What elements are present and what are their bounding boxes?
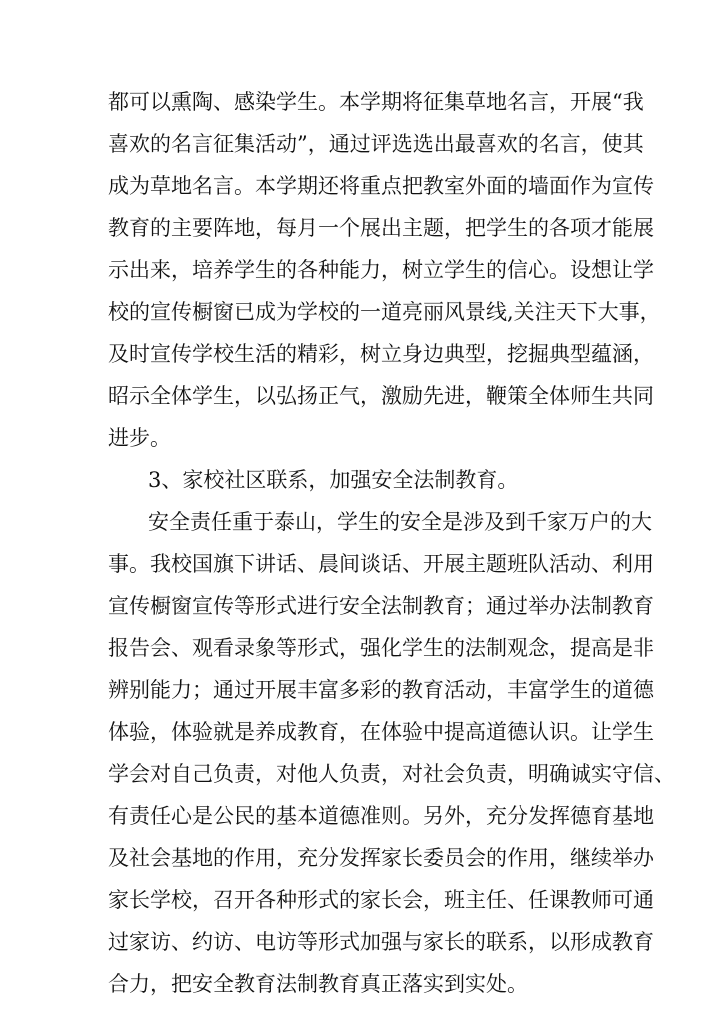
text-line: 体验，体验就是养成教育，在体验中提高道德认识。让学生 bbox=[108, 720, 654, 744]
text-line: 喜欢的名言征集活动”，通过评选选出最喜欢的名言，使其 bbox=[108, 132, 644, 156]
text-line: 事。我校国旗下讲话、晨间谈话、开展主题班队活动、利用 bbox=[108, 552, 654, 576]
text-line: 学会对自己负责，对他人负责，对社会负责，明确诚实守信、 bbox=[108, 762, 675, 786]
text-line: 示出来，培养学生的各种能力，树立学生的信心。设想让学 bbox=[108, 258, 654, 282]
text-line: 过家访、约访、电访等形式加强与家长的联系，以形成教育 bbox=[108, 930, 654, 954]
text-line: 进步。 bbox=[108, 426, 171, 450]
text-line: 安全责任重于泰山，学生的安全是涉及到千家万户的大 bbox=[148, 510, 652, 534]
section-heading: 3、家校社区联系，加强安全法制教育。 bbox=[148, 468, 519, 492]
text-line: 成为草地名言。本学期还将重点把教室外面的墙面作为宣传 bbox=[108, 174, 654, 198]
text-line: 家长学校，召开各种形式的家长会，班主任、任课教师可通 bbox=[108, 888, 654, 912]
text-line: 都可以熏陶、感染学生。本学期将征集草地名言，开展“我 bbox=[108, 90, 644, 114]
text-line: 合力，把安全教育法制教育真正落实到实处。 bbox=[108, 972, 528, 996]
text-line: 辨别能力；通过开展丰富多彩的教育活动，丰富学生的道德 bbox=[108, 678, 654, 702]
text-line: 及时宣传学校生活的精彩，树立身边典型，挖掘典型蕴涵， bbox=[108, 342, 654, 366]
text-line: 有责任心是公民的基本道德准则。另外，充分发挥德育基地 bbox=[108, 804, 654, 828]
text-line: 校的宣传橱窗已成为学校的一道亮丽风景线,关注天下大事， bbox=[108, 300, 661, 324]
text-line: 宣传橱窗宣传等形式进行安全法制教育；通过举办法制教育 bbox=[108, 594, 654, 618]
text-line: 昭示全体学生，以弘扬正气，激励先进，鞭策全体师生共同 bbox=[108, 384, 654, 408]
text-line: 及社会基地的作用，充分发挥家长委员会的作用，继续举办 bbox=[108, 846, 654, 870]
text-line: 教育的主要阵地，每月一个展出主题，把学生的各项才能展 bbox=[108, 216, 654, 240]
text-line: 报告会、观看录象等形式，强化学生的法制观念，提高是非 bbox=[108, 636, 654, 660]
